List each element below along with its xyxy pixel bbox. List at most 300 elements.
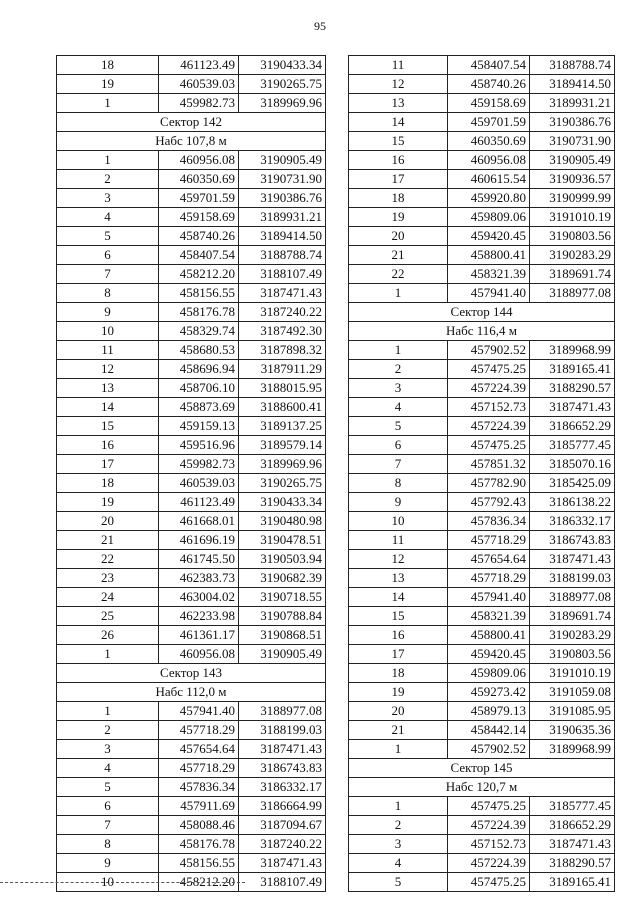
- point-number: 19: [349, 683, 448, 702]
- point-number: 6: [57, 797, 159, 816]
- point-number: 3: [349, 835, 448, 854]
- table-row: [349, 246, 615, 265]
- point-number: 14: [57, 398, 159, 417]
- point-number: 9: [349, 493, 448, 512]
- sector-header: Набс 107,8 м: [57, 132, 326, 151]
- y-coordinate: 3187471.43: [530, 550, 615, 569]
- page-number: 95: [314, 19, 326, 33]
- table-row: [57, 721, 326, 740]
- y-coordinate: 3189968.99: [530, 341, 615, 360]
- point-number: 2: [349, 360, 448, 379]
- point-number: 12: [57, 360, 159, 379]
- x-coordinate: 462383.73: [159, 569, 239, 588]
- y-coordinate: 3191010.19: [530, 208, 615, 227]
- table-row: [57, 227, 326, 246]
- point-number: 8: [57, 284, 159, 303]
- sector-header: Набс 116,4 м: [349, 322, 615, 341]
- table-row: [57, 56, 326, 75]
- table-row: [57, 626, 326, 645]
- table-row: [349, 265, 615, 284]
- sector-header-row: [57, 683, 326, 702]
- sector-header: Набс 112,0 м: [57, 683, 326, 702]
- x-coordinate: 460956.08: [448, 151, 530, 170]
- table-row: [57, 607, 326, 626]
- table-row: [349, 569, 615, 588]
- table-row: [57, 550, 326, 569]
- table-row: [57, 189, 326, 208]
- table-row: [57, 398, 326, 417]
- y-coordinate: 3186743.83: [530, 531, 615, 550]
- sector-header-row: [349, 303, 615, 322]
- point-number: 6: [349, 436, 448, 455]
- table-row: [57, 341, 326, 360]
- y-coordinate: 3191085.95: [530, 702, 615, 721]
- point-number: 19: [349, 208, 448, 227]
- y-coordinate: 3187471.43: [530, 835, 615, 854]
- point-number: 19: [57, 75, 159, 94]
- table-row: [57, 493, 326, 512]
- x-coordinate: 461123.49: [159, 56, 239, 75]
- point-number: 1: [57, 94, 159, 113]
- y-coordinate: 3188788.74: [239, 246, 326, 265]
- table-row: [349, 227, 615, 246]
- x-coordinate: 460350.69: [448, 132, 530, 151]
- y-coordinate: 3189414.50: [239, 227, 326, 246]
- point-number: 18: [57, 56, 159, 75]
- y-coordinate: 3186664.99: [239, 797, 326, 816]
- x-coordinate: 457836.34: [159, 778, 239, 797]
- sector-header: Сектор 145: [349, 759, 615, 778]
- table-row: [349, 436, 615, 455]
- x-coordinate: 462233.98: [159, 607, 239, 626]
- table-row: [57, 588, 326, 607]
- x-coordinate: 463004.02: [159, 588, 239, 607]
- x-coordinate: 460350.69: [159, 170, 239, 189]
- y-coordinate: 3189137.25: [239, 417, 326, 436]
- y-coordinate: 3190265.75: [239, 75, 326, 94]
- table-row: [57, 797, 326, 816]
- table-row: [57, 265, 326, 284]
- point-number: 3: [57, 740, 159, 759]
- table-row: [349, 379, 615, 398]
- table-row: [349, 797, 615, 816]
- sector-header-row: [57, 664, 326, 683]
- table-row: [57, 474, 326, 493]
- point-number: 20: [349, 227, 448, 246]
- sector-header: Сектор 144: [349, 303, 615, 322]
- y-coordinate: 3188107.49: [239, 873, 326, 892]
- table-row: [57, 455, 326, 474]
- x-coordinate: 459809.06: [448, 664, 530, 683]
- x-coordinate: 459273.42: [448, 683, 530, 702]
- point-number: 8: [349, 474, 448, 493]
- x-coordinate: 461696.19: [159, 531, 239, 550]
- y-coordinate: 3189165.41: [530, 873, 615, 892]
- x-coordinate: 457718.29: [448, 569, 530, 588]
- point-number: 7: [349, 455, 448, 474]
- table-row: [349, 417, 615, 436]
- point-number: 2: [57, 170, 159, 189]
- x-coordinate: 458212.20: [159, 265, 239, 284]
- x-coordinate: 457224.39: [448, 816, 530, 835]
- table-row: [349, 474, 615, 493]
- table-row: [349, 816, 615, 835]
- table-row: [57, 569, 326, 588]
- x-coordinate: 457475.25: [448, 797, 530, 816]
- table-row: [349, 284, 615, 303]
- y-coordinate: 3188199.03: [239, 721, 326, 740]
- y-coordinate: 3187911.29: [239, 360, 326, 379]
- table-row: [349, 56, 615, 75]
- y-coordinate: 3188290.57: [530, 379, 615, 398]
- point-number: 3: [349, 379, 448, 398]
- y-coordinate: 3185777.45: [530, 797, 615, 816]
- y-coordinate: 3190265.75: [239, 474, 326, 493]
- table-row: [57, 170, 326, 189]
- y-coordinate: 3187492.30: [239, 322, 326, 341]
- sector-header-row: [349, 778, 615, 797]
- x-coordinate: 461668.01: [159, 512, 239, 531]
- x-coordinate: 457654.64: [159, 740, 239, 759]
- point-number: 10: [349, 512, 448, 531]
- y-coordinate: 3190999.99: [530, 189, 615, 208]
- x-coordinate: 458740.26: [448, 75, 530, 94]
- point-number: 5: [57, 778, 159, 797]
- x-coordinate: 460615.54: [448, 170, 530, 189]
- y-coordinate: 3187240.22: [239, 835, 326, 854]
- point-number: 16: [349, 626, 448, 645]
- y-coordinate: 3190731.90: [530, 132, 615, 151]
- y-coordinate: 3189414.50: [530, 75, 615, 94]
- point-number: 21: [349, 246, 448, 265]
- point-number: 5: [349, 417, 448, 436]
- footer-divider: [0, 882, 245, 883]
- point-number: 5: [57, 227, 159, 246]
- point-number: 6: [57, 246, 159, 265]
- x-coordinate: 457782.90: [448, 474, 530, 493]
- x-coordinate: 457941.40: [448, 588, 530, 607]
- table-row: [57, 702, 326, 721]
- table-row: [349, 645, 615, 664]
- y-coordinate: 3189579.14: [239, 436, 326, 455]
- point-number: 7: [57, 816, 159, 835]
- table-row: [349, 721, 615, 740]
- point-number: 12: [349, 75, 448, 94]
- table-row: [349, 151, 615, 170]
- x-coordinate: 459159.13: [159, 417, 239, 436]
- y-coordinate: 3189969.96: [239, 94, 326, 113]
- x-coordinate: 458407.54: [159, 246, 239, 265]
- x-coordinate: 461361.17: [159, 626, 239, 645]
- point-number: 11: [57, 341, 159, 360]
- point-number: 21: [57, 531, 159, 550]
- sector-header: Сектор 143: [57, 664, 326, 683]
- x-coordinate: 458800.41: [448, 626, 530, 645]
- y-coordinate: 3188977.08: [530, 588, 615, 607]
- y-coordinate: 3190386.76: [530, 113, 615, 132]
- y-coordinate: 3189165.41: [530, 360, 615, 379]
- table-row: [349, 550, 615, 569]
- point-number: 20: [57, 512, 159, 531]
- point-number: 2: [57, 721, 159, 740]
- x-coordinate: 460539.03: [159, 474, 239, 493]
- y-coordinate: 3190803.56: [530, 645, 615, 664]
- x-coordinate: 457152.73: [448, 835, 530, 854]
- x-coordinate: 459420.45: [448, 227, 530, 246]
- table-row: [57, 740, 326, 759]
- y-coordinate: 3187898.32: [239, 341, 326, 360]
- x-coordinate: 458873.69: [159, 398, 239, 417]
- x-coordinate: 459158.69: [448, 94, 530, 113]
- y-coordinate: 3190803.56: [530, 227, 615, 246]
- point-number: 9: [57, 303, 159, 322]
- x-coordinate: 458979.13: [448, 702, 530, 721]
- point-number: 13: [349, 569, 448, 588]
- y-coordinate: 3189691.74: [530, 265, 615, 284]
- y-coordinate: 3190480.98: [239, 512, 326, 531]
- table-row: [349, 588, 615, 607]
- x-coordinate: 458176.78: [159, 303, 239, 322]
- x-coordinate: 460539.03: [159, 75, 239, 94]
- y-coordinate: 3187240.22: [239, 303, 326, 322]
- x-coordinate: 460956.08: [159, 645, 239, 664]
- x-coordinate: 457718.29: [159, 759, 239, 778]
- x-coordinate: 458800.41: [448, 246, 530, 265]
- coordinates-table-right: [348, 55, 615, 892]
- point-number: 26: [57, 626, 159, 645]
- table-row: [349, 607, 615, 626]
- point-number: 22: [349, 265, 448, 284]
- point-number: 4: [57, 759, 159, 778]
- y-coordinate: 3190478.51: [239, 531, 326, 550]
- point-number: 16: [349, 151, 448, 170]
- point-number: 4: [57, 208, 159, 227]
- point-number: 1: [349, 797, 448, 816]
- x-coordinate: 459982.73: [159, 94, 239, 113]
- point-number: 15: [349, 607, 448, 626]
- x-coordinate: 457911.69: [159, 797, 239, 816]
- x-coordinate: 457792.43: [448, 493, 530, 512]
- y-coordinate: 3189691.74: [530, 607, 615, 626]
- table-row: [349, 512, 615, 531]
- x-coordinate: 457224.39: [448, 379, 530, 398]
- sector-header: Сектор 142: [57, 113, 326, 132]
- x-coordinate: 459809.06: [448, 208, 530, 227]
- point-number: 4: [349, 854, 448, 873]
- sector-header-row: [349, 322, 615, 341]
- x-coordinate: 459701.59: [159, 189, 239, 208]
- point-number: 20: [349, 702, 448, 721]
- point-number: 10: [57, 322, 159, 341]
- table-row: [349, 113, 615, 132]
- y-coordinate: 3186743.83: [239, 759, 326, 778]
- table-row: [57, 835, 326, 854]
- y-coordinate: 3187094.67: [239, 816, 326, 835]
- y-coordinate: 3190635.36: [530, 721, 615, 740]
- y-coordinate: 3188977.08: [530, 284, 615, 303]
- x-coordinate: 459158.69: [159, 208, 239, 227]
- y-coordinate: 3188107.49: [239, 265, 326, 284]
- x-coordinate: 458740.26: [159, 227, 239, 246]
- y-coordinate: 3185425.09: [530, 474, 615, 493]
- table-row: [349, 132, 615, 151]
- point-number: 23: [57, 569, 159, 588]
- y-coordinate: 3186138.22: [530, 493, 615, 512]
- point-number: 11: [349, 56, 448, 75]
- table-row: [57, 379, 326, 398]
- x-coordinate: 457941.40: [448, 284, 530, 303]
- y-coordinate: 3187471.43: [239, 740, 326, 759]
- x-coordinate: 458442.14: [448, 721, 530, 740]
- table-row: [57, 94, 326, 113]
- point-number: 8: [57, 835, 159, 854]
- x-coordinate: 459701.59: [448, 113, 530, 132]
- table-row: [349, 664, 615, 683]
- x-coordinate: 457836.34: [448, 512, 530, 531]
- x-coordinate: 457152.73: [448, 398, 530, 417]
- y-coordinate: 3186332.17: [239, 778, 326, 797]
- point-number: 17: [57, 455, 159, 474]
- y-coordinate: 3189931.21: [239, 208, 326, 227]
- y-coordinate: 3189969.96: [239, 455, 326, 474]
- y-coordinate: 3190503.94: [239, 550, 326, 569]
- y-coordinate: 3190718.55: [239, 588, 326, 607]
- sector-header-row: [349, 759, 615, 778]
- y-coordinate: 3190386.76: [239, 189, 326, 208]
- x-coordinate: 457851.32: [448, 455, 530, 474]
- x-coordinate: 461745.50: [159, 550, 239, 569]
- point-number: 25: [57, 607, 159, 626]
- point-number: 24: [57, 588, 159, 607]
- y-coordinate: 3190731.90: [239, 170, 326, 189]
- y-coordinate: 3185070.16: [530, 455, 615, 474]
- table-row: [349, 873, 615, 892]
- x-coordinate: 461123.49: [159, 493, 239, 512]
- point-number: 1: [57, 645, 159, 664]
- table-row: [349, 854, 615, 873]
- table-row: [57, 151, 326, 170]
- x-coordinate: 458088.46: [159, 816, 239, 835]
- table-row: [349, 170, 615, 189]
- y-coordinate: 3190788.84: [239, 607, 326, 626]
- table-row: [57, 854, 326, 873]
- x-coordinate: 457475.25: [448, 436, 530, 455]
- y-coordinate: 3188600.41: [239, 398, 326, 417]
- point-number: 9: [57, 854, 159, 873]
- y-coordinate: 3190682.39: [239, 569, 326, 588]
- table-row: [349, 341, 615, 360]
- point-number: 1: [57, 151, 159, 170]
- point-number: 22: [57, 550, 159, 569]
- point-number: 10: [57, 873, 159, 892]
- table-row: [57, 75, 326, 94]
- table-row: [57, 284, 326, 303]
- y-coordinate: 3189968.99: [530, 740, 615, 759]
- y-coordinate: 3188290.57: [530, 854, 615, 873]
- x-coordinate: 459982.73: [159, 455, 239, 474]
- y-coordinate: 3190283.29: [530, 626, 615, 645]
- point-number: 14: [349, 588, 448, 607]
- point-number: 11: [349, 531, 448, 550]
- y-coordinate: 3186652.29: [530, 417, 615, 436]
- x-coordinate: 457941.40: [159, 702, 239, 721]
- y-coordinate: 3186332.17: [530, 512, 615, 531]
- point-number: 17: [349, 645, 448, 664]
- y-coordinate: 3190936.57: [530, 170, 615, 189]
- point-number: 14: [349, 113, 448, 132]
- point-number: 17: [349, 170, 448, 189]
- coordinates-table-left: [56, 55, 326, 892]
- x-coordinate: 457224.39: [448, 417, 530, 436]
- x-coordinate: 458321.39: [448, 607, 530, 626]
- y-coordinate: 3190433.34: [239, 493, 326, 512]
- point-number: 3: [57, 189, 159, 208]
- point-number: 7: [57, 265, 159, 284]
- table-row: [349, 455, 615, 474]
- x-coordinate: 457475.25: [448, 873, 530, 892]
- y-coordinate: 3190433.34: [239, 56, 326, 75]
- point-number: 1: [349, 740, 448, 759]
- y-coordinate: 3190283.29: [530, 246, 615, 265]
- point-number: 5: [349, 873, 448, 892]
- sector-header-row: [57, 113, 326, 132]
- x-coordinate: 458156.55: [159, 284, 239, 303]
- y-coordinate: 3191059.08: [530, 683, 615, 702]
- table-row: [57, 512, 326, 531]
- y-coordinate: 3185777.45: [530, 436, 615, 455]
- table-row: [57, 208, 326, 227]
- table-row: [349, 360, 615, 379]
- y-coordinate: 3188199.03: [530, 569, 615, 588]
- y-coordinate: 3189931.21: [530, 94, 615, 113]
- point-number: 21: [349, 721, 448, 740]
- table-row: [57, 759, 326, 778]
- table-row: [349, 208, 615, 227]
- x-coordinate: 457718.29: [159, 721, 239, 740]
- table-row: [57, 778, 326, 797]
- x-coordinate: 460956.08: [159, 151, 239, 170]
- point-number: 16: [57, 436, 159, 455]
- x-coordinate: 457475.25: [448, 360, 530, 379]
- point-number: 18: [57, 474, 159, 493]
- x-coordinate: 458329.74: [159, 322, 239, 341]
- y-coordinate: 3188977.08: [239, 702, 326, 721]
- point-number: 12: [349, 550, 448, 569]
- table-row: [349, 189, 615, 208]
- table-row: [349, 531, 615, 550]
- table-row: [57, 531, 326, 550]
- table-row: [57, 417, 326, 436]
- table-row: [349, 702, 615, 721]
- y-coordinate: 3191010.19: [530, 664, 615, 683]
- point-number: 1: [349, 284, 448, 303]
- y-coordinate: 3187471.43: [239, 854, 326, 873]
- point-number: 2: [349, 816, 448, 835]
- point-number: 1: [57, 702, 159, 721]
- x-coordinate: 459516.96: [159, 436, 239, 455]
- x-coordinate: 458696.94: [159, 360, 239, 379]
- x-coordinate: 457902.52: [448, 740, 530, 759]
- point-number: 19: [57, 493, 159, 512]
- x-coordinate: 457654.64: [448, 550, 530, 569]
- y-coordinate: 3186652.29: [530, 816, 615, 835]
- x-coordinate: 458680.53: [159, 341, 239, 360]
- table-row: [349, 398, 615, 417]
- table-row: [349, 835, 615, 854]
- table-row: [349, 94, 615, 113]
- x-coordinate: 458176.78: [159, 835, 239, 854]
- point-number: 18: [349, 664, 448, 683]
